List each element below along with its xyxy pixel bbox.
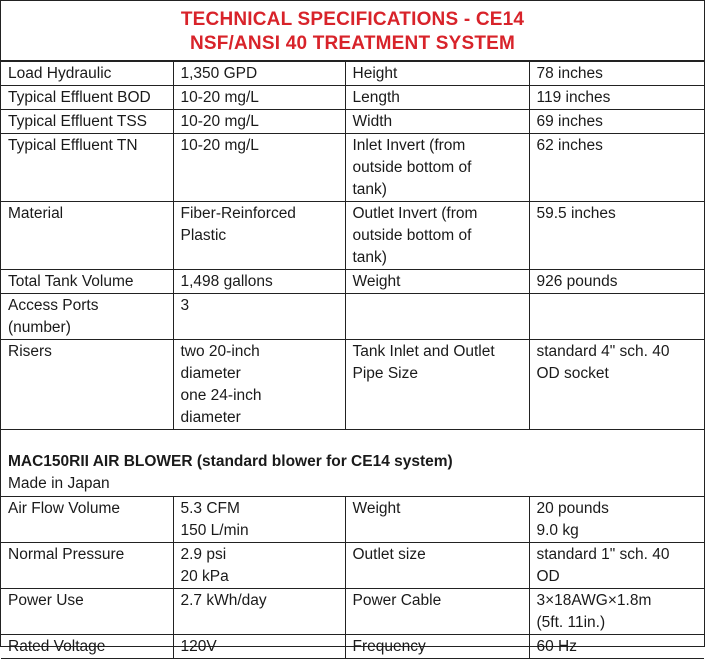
blower-row [1, 543, 704, 589]
cell-text: 10-20 mg/L [180, 113, 259, 130]
table-cell [173, 294, 345, 340]
cell-text: 120V [180, 638, 217, 655]
cell-text: 926 pounds [536, 273, 618, 290]
table-cell [345, 589, 529, 635]
table-cell [173, 62, 345, 86]
cell-text: Tank Inlet and Outlet [352, 343, 495, 360]
table-cell [529, 589, 704, 635]
cell-text: Weight [352, 500, 401, 517]
cell-text: Width [352, 113, 393, 130]
cell-text: two 20-inch [180, 343, 260, 360]
cell-text: 9.0 kg [536, 522, 579, 539]
title-line-2: NSF/ANSI 40 TREATMENT SYSTEM [189, 33, 516, 54]
table-cell [173, 270, 345, 294]
cell-text: 10-20 mg/L [180, 89, 259, 106]
cell-text: Fiber-Reinforced [180, 205, 296, 222]
spec-table [1, 61, 704, 659]
table-cell [529, 202, 704, 270]
cell-text: 69 inches [536, 113, 603, 130]
blower-section [1, 430, 704, 497]
cell-text: 60 Hz [536, 638, 577, 655]
cell-text: Outlet Invert (from [352, 205, 478, 222]
table-cell [1, 134, 173, 202]
cell-text: 3×18AWG×1.8m [536, 592, 652, 609]
cell-text: one 24-inch [180, 387, 262, 404]
cell-text: 10-20 mg/L [180, 137, 259, 154]
table-cell [173, 86, 345, 110]
blower-row [1, 589, 704, 635]
cell-text: Outlet size [352, 546, 426, 563]
cell-text: Typical Effluent TSS [8, 113, 148, 130]
cell-text: tank) [352, 181, 387, 198]
cell-text: Total Tank Volume [8, 273, 134, 290]
cell-text: tank) [352, 249, 387, 266]
table-cell [173, 497, 345, 543]
cell-text: Frequency [352, 638, 426, 655]
table-cell [1, 86, 173, 110]
table-cell [1, 202, 173, 270]
cell-text: Typical Effluent TN [8, 137, 138, 154]
table-cell [529, 86, 704, 110]
table-cell [345, 134, 529, 202]
table-cell [345, 543, 529, 589]
cell-text: 150 L/min [180, 522, 249, 539]
cell-text: (5ft. 11in.) [536, 614, 606, 631]
table-cell [345, 270, 529, 294]
cell-text: Load Hydraulic [8, 65, 112, 82]
spec-row [1, 134, 704, 202]
cell-text: 3 [180, 297, 190, 314]
blower-row [1, 497, 704, 543]
cell-text: OD [536, 568, 560, 585]
cell-text: 20 kPa [180, 568, 229, 585]
cell-text: Plastic [180, 227, 227, 244]
cell-text: Material [8, 205, 64, 222]
cell-text: outside bottom of [352, 227, 472, 244]
table-cell [529, 110, 704, 134]
cell-text: 59.5 inches [536, 205, 616, 222]
table-cell [529, 134, 704, 202]
title-line-1: TECHNICAL SPECIFICATIONS - CE14 [180, 9, 525, 30]
cell-text: 2.7 kWh/day [180, 592, 267, 609]
cell-text: OD socket [536, 365, 609, 382]
table-cell [529, 62, 704, 86]
table-cell [173, 110, 345, 134]
cell-text: 5.3 CFM [180, 500, 240, 517]
spec-row [1, 86, 704, 110]
cell-text: standard 4" sch. 40 [536, 343, 670, 360]
cell-text: Length [352, 89, 400, 106]
spec-row [1, 294, 704, 340]
spec-row [1, 270, 704, 294]
spec-table-body [1, 62, 704, 430]
cell-text: Risers [8, 343, 52, 360]
table-cell [345, 110, 529, 134]
table-cell [345, 497, 529, 543]
table-cell [1, 543, 173, 589]
table-cell [1, 270, 173, 294]
table-cell [345, 202, 529, 270]
cell-text: 2.9 psi [180, 546, 227, 563]
table-cell [1, 294, 173, 340]
cell-text: 1,350 GPD [180, 65, 258, 82]
table-cell [529, 340, 704, 430]
cell-text: 62 inches [536, 137, 603, 154]
spec-title [1, 1, 704, 61]
spec-row [1, 62, 704, 86]
blower-section-row [1, 430, 704, 497]
cell-text: Pipe Size [352, 365, 418, 382]
cell-text: outside bottom of [352, 159, 472, 176]
cell-text: 1,498 gallons [180, 273, 273, 290]
cell-text: Inlet Invert (from [352, 137, 466, 154]
cell-text: 119 inches [536, 89, 611, 106]
cell-text: Weight [352, 273, 401, 290]
table-cell [1, 62, 173, 86]
table-cell [529, 497, 704, 543]
table-cell [173, 202, 345, 270]
cell-text: standard 1" sch. 40 [536, 546, 670, 563]
cell-text: Height [352, 65, 398, 82]
table-cell [1, 497, 173, 543]
table-cell [1, 589, 173, 635]
table-cell [1, 340, 173, 430]
table-cell [345, 340, 529, 430]
table-cell [173, 340, 345, 430]
blower-table-body [1, 497, 704, 659]
cell-text: Power Use [8, 592, 84, 609]
cell-text: (number) [8, 319, 71, 336]
table-cell [345, 62, 529, 86]
blower-section-cell [1, 430, 704, 497]
cell-text: 78 inches [536, 65, 603, 82]
cell-text: Access Ports [8, 297, 99, 314]
cell-text: diameter [180, 365, 241, 382]
table-cell [345, 294, 529, 340]
cell-text: Power Cable [352, 592, 442, 609]
cell-text: 20 pounds [536, 500, 609, 517]
table-cell [173, 134, 345, 202]
cell-text: Air Flow Volume [8, 500, 120, 517]
table-cell [173, 543, 345, 589]
blower-subheading: Made in Japan [8, 475, 110, 492]
table-cell [1, 110, 173, 134]
cell-text: Typical Effluent BOD [8, 89, 151, 106]
spec-row [1, 110, 704, 134]
cell-text: Normal Pressure [8, 546, 125, 563]
cell-text: diameter [180, 409, 241, 426]
table-cell [345, 86, 529, 110]
cell-text: Rated Voltage [8, 638, 106, 655]
table-cell [529, 543, 704, 589]
table-cell [173, 589, 345, 635]
spec-row [1, 340, 704, 430]
blower-heading: MAC150RII AIR BLOWER (standard blower for CE14 system) [8, 453, 453, 470]
table-cell [529, 270, 704, 294]
spec-row [1, 202, 704, 270]
table-cell [529, 294, 704, 340]
